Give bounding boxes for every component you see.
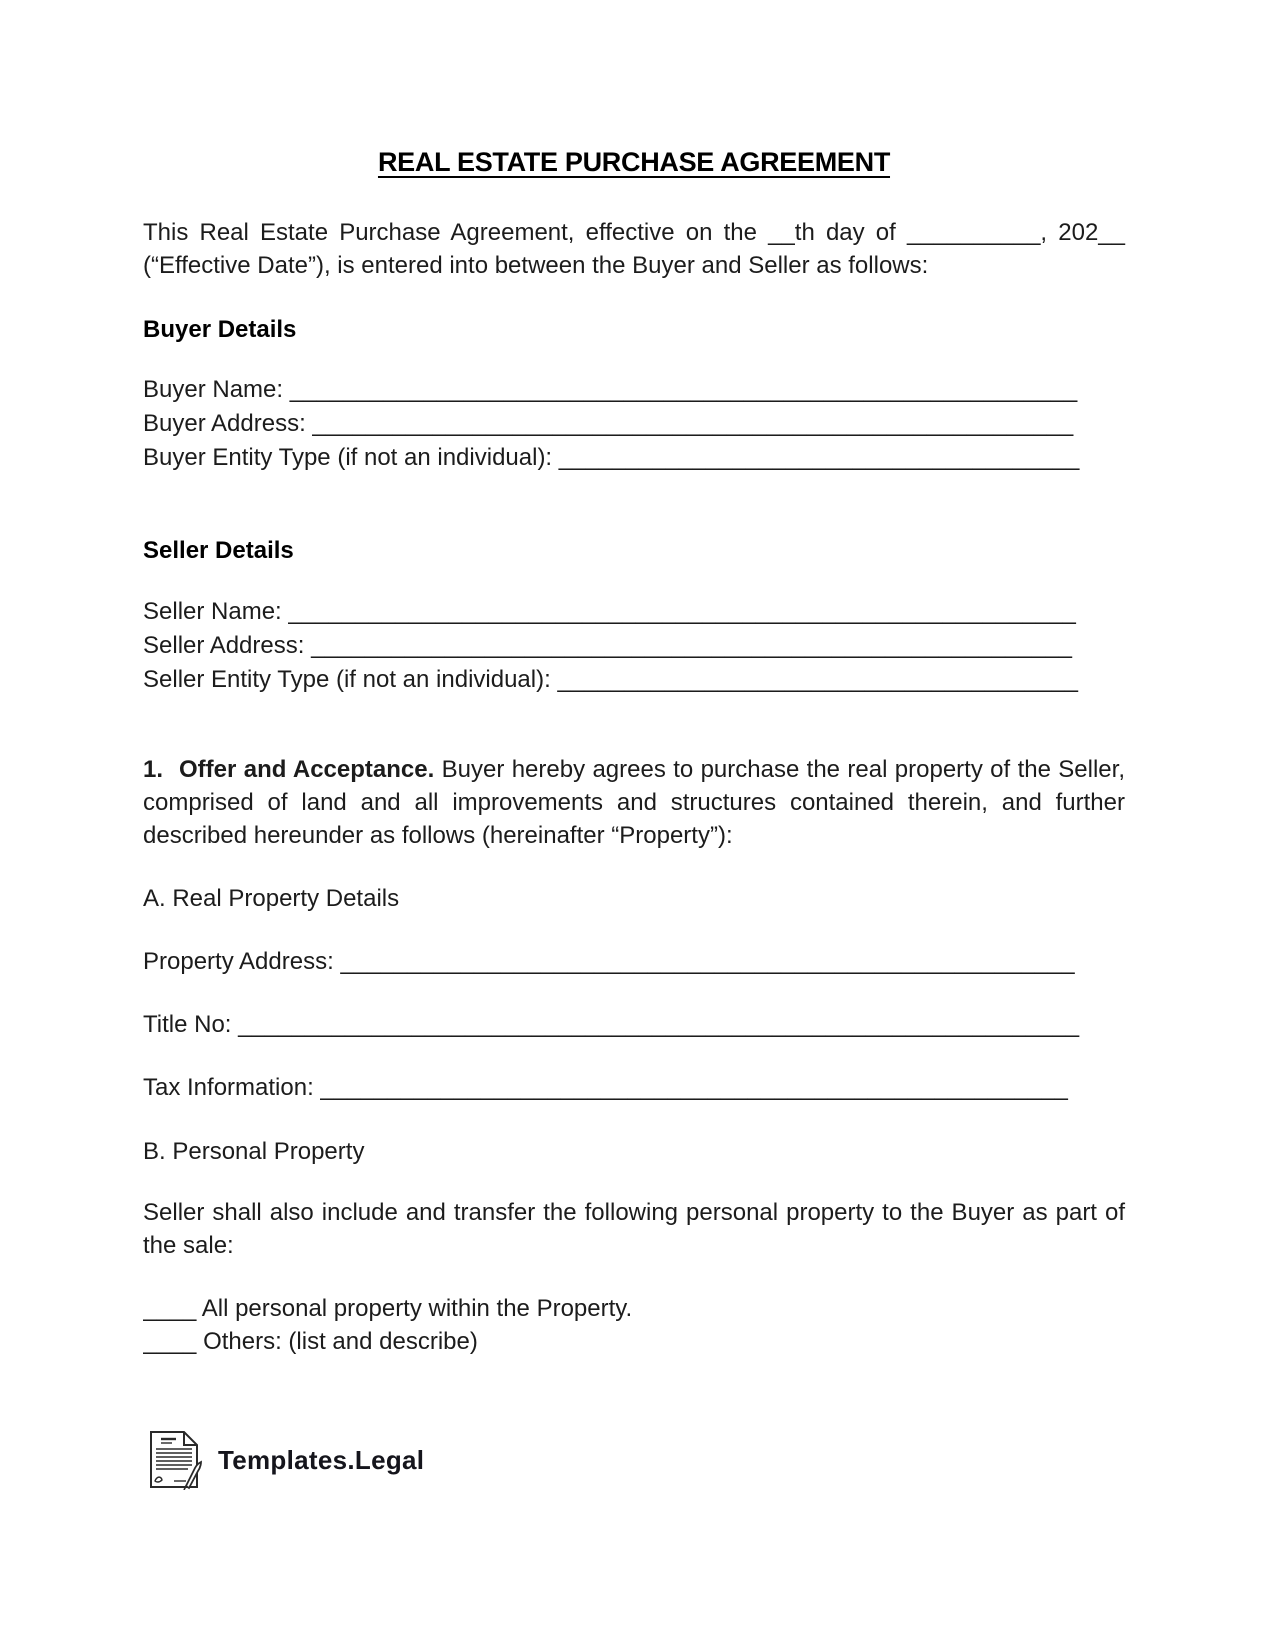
option-1-label: All personal property within the Property. (201, 1295, 633, 1322)
seller-address-blank: _________________________________________________________ (311, 632, 1072, 659)
intro-paragraph: This Real Estate Purchase Agreement, effective on the __th day of __________, 202__ (“Effective Date”), is entered into between the Buyer and Seller as follows: (143, 219, 1125, 279)
buyer-details-heading: Buyer Details (143, 316, 297, 343)
seller-address-label: Seller Address: (143, 632, 305, 659)
option-all-personal-property (143, 1292, 1125, 1325)
section-1-heading: Offer and Acceptance. (179, 756, 435, 783)
buyer-address-label: Buyer Address: (143, 410, 306, 437)
seller-entity-type-blank: _______________________________________ (557, 666, 1078, 693)
buyer-entity-type-label: Buyer Entity Type (if not an individual): (143, 444, 553, 471)
section-1-body: Buyer hereby agrees to purchase the real property of the Seller, comprised of land and all improvements and structures contained therein, and further described hereunder as follows (hereinafter “Property”): (143, 756, 1125, 849)
option-1-blank: ____ (143, 1295, 197, 1322)
buyer-entity-type-field (143, 441, 1125, 475)
title-no-blank: _______________________________________________________________ (238, 1011, 1080, 1038)
title-no-field (143, 1008, 1125, 1041)
seller-details-heading: Seller Details (143, 537, 294, 564)
property-address-label: Property Address: (143, 948, 334, 975)
seller-name-blank: ___________________________________________________________ (288, 598, 1076, 625)
sub-a-heading: A. Real Property Details (143, 885, 400, 912)
seller-name-label: Seller Name: (143, 598, 282, 625)
buyer-name-label: Buyer Name: (143, 376, 284, 403)
tax-information-label: Tax Information: (143, 1074, 314, 1101)
option-2-blank: ____ (143, 1328, 197, 1355)
buyer-fields (143, 373, 1125, 475)
document-title-text: REAL ESTATE PURCHASE AGREEMENT (377, 147, 891, 177)
section-1-number: 1. (143, 756, 164, 783)
property-address-blank: _______________________________________________________ (340, 948, 1075, 975)
seller-address-field (143, 629, 1125, 663)
buyer-name-blank: ___________________________________________________________ (289, 376, 1078, 403)
buyer-name-field (143, 373, 1125, 407)
personal-property-paragraph: Seller shall also include and transfer the following personal property to the Buyer as part of the sale: (143, 1199, 1125, 1259)
seller-entity-type-label: Seller Entity Type (if not an individual): (143, 666, 551, 693)
option-others (143, 1325, 1125, 1358)
property-address-field (143, 945, 1125, 978)
section-1-paragraph (143, 753, 1125, 852)
tax-information-blank: ________________________________________________________ (320, 1074, 1068, 1101)
brand-name: Templates.Legal (218, 1444, 425, 1475)
seller-entity-type-field (143, 663, 1125, 697)
document-content (143, 0, 1125, 1358)
buyer-address-field (143, 407, 1125, 441)
buyer-entity-type-blank: _______________________________________ (558, 444, 1080, 471)
option-2-label: Others: (list and describe) (203, 1328, 478, 1355)
document-quill-icon (146, 1430, 202, 1490)
sub-b-heading: B. Personal Property (143, 1138, 365, 1165)
document-title (143, 145, 1125, 179)
brand-footer (146, 1430, 424, 1490)
title-no-label: Title No: (143, 1011, 232, 1038)
buyer-address-blank: _________________________________________________________ (312, 410, 1074, 437)
seller-name-field (143, 595, 1125, 629)
personal-property-options (143, 1292, 1125, 1358)
seller-fields (143, 595, 1125, 697)
tax-information-field (143, 1071, 1125, 1104)
